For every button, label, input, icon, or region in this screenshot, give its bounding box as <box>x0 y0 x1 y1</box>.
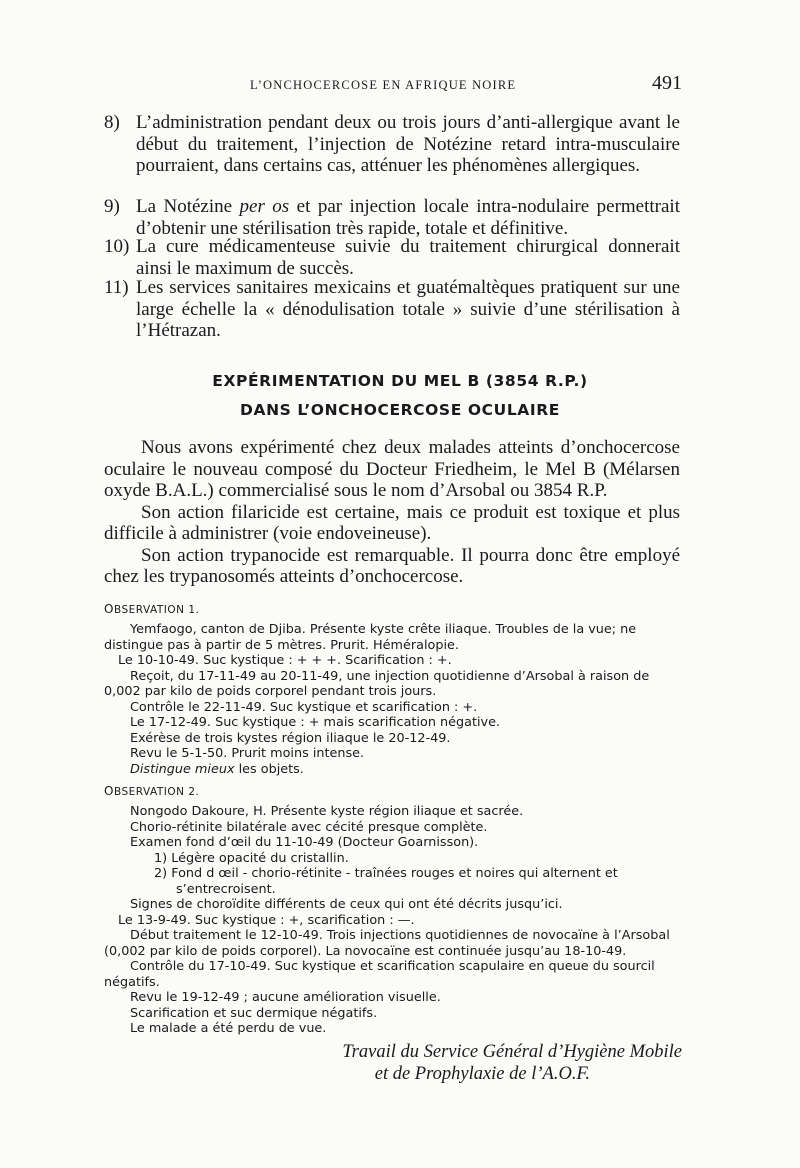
paragraph: Son action filaricide est certaine, mais ce produit est toxique et plus difficile à administrer (voie endoveineuse). <box>104 501 680 544</box>
text-line: (0,002 par kilo de poids corporel). La novocaïne est continuée jusqu’au 18-10-49. <box>104 943 627 959</box>
page-number: 491 <box>652 72 682 94</box>
conclusion-item <box>104 277 680 342</box>
observation-1-label: OBSERVATION 1. <box>104 602 200 616</box>
paragraph: Nous avons expérimenté chez deux malades atteints d’onchocercose oculaire le nouveau composé du Docteur Friedheim, le Mel B (Mélarsen oxyde B.A.L.) commercialisé sous le nom d’Arsobal ou 3854 R.P. <box>104 437 680 501</box>
item-text: La Notézine per os et par injection locale intra-nodulaire permettrait d’obtenir une stérilisation très rapide, totale et définitive. <box>136 196 680 239</box>
text-line: Le malade a été perdu de vue. <box>130 1021 327 1036</box>
italic-fragment: Distingue mieux <box>130 761 235 777</box>
text-line: s’entrecroisent. <box>176 881 276 897</box>
text-line: Examen fond d’œil du 11-10-49 (Docteur Goarnisson). <box>130 835 479 850</box>
text-line: Scarification et suc dermique négatifs. <box>130 1005 378 1021</box>
item-text: L’administration pendant deux ou trois jours d’anti-allergique avant le début du traitement, l’injection de Notézine retard intra-musculaire pourraient, dans certains cas, atténuer les phénomènes allergiques. <box>136 112 680 176</box>
section-heading-line-2: DANS L’ONCHOCERCOSE OCULAIRE <box>240 401 560 419</box>
text-line: Début traitement le 12-10-49. Trois injections quotidiennes de novocaïne à l’Arsobal <box>130 928 670 943</box>
conclusion-item <box>104 196 680 239</box>
text-line: Contrôle du 17-10-49. Suc kystique et scarification scapulaire en queue du sourcil <box>130 959 655 974</box>
section-heading-line-1: EXPÉRIMENTATION DU MEL B (3854 R.P.) <box>212 372 588 390</box>
text-line: Revu le 5-1-50. Prurit moins intense. <box>130 746 365 761</box>
credit-line-2: et de Prophylaxie de l’A.O.F. <box>374 1064 590 1084</box>
paragraph: Son action trypanocide est remarquable. Il pourra donc être employé chez les trypanosomés atteints d’onchocercose. <box>104 544 680 587</box>
section-body <box>104 437 680 588</box>
text-line: Nongodo Dakoure, H. Présente kyste région iliaque et sacrée. <box>130 804 524 819</box>
credit-signature <box>122 1041 682 1085</box>
text-line: Le 10-10-49. Suc kystique : + + +. Scarification : +. <box>118 653 452 668</box>
item-number: 8) <box>104 112 120 133</box>
item-number: 11) <box>104 277 129 298</box>
text-line: Reçoit, du 17-11-49 au 20-11-49, une injection quotidienne d’Arsobal à raison de <box>130 668 650 684</box>
running-title: L’ONCHOCERCOSE EN AFRIQUE NOIRE <box>250 78 517 92</box>
item-number: 10) <box>104 236 130 257</box>
text-line: négatifs. <box>104 974 160 990</box>
text-line: 2) Fond d œil - chorio-rétinite - traînées rouges et noires qui alternent et <box>154 866 618 881</box>
observation-2-label: OBSERVATION 2. <box>104 784 200 798</box>
conclusion-item <box>104 112 680 177</box>
text-line: Le 13-9-49. Suc kystique : +, scarification : —. <box>118 912 415 928</box>
text-line: 1) Légère opacité du cristallin. <box>154 850 349 866</box>
text-line: Yemfaogo, canton de Djiba. Présente kyste crête iliaque. Troubles de la vue; ne <box>130 622 637 637</box>
text-line: Signes de choroïdite différents de ceux qui ont été décrits jusqu’ici. <box>130 897 563 912</box>
text-line: Revu le 19-12-49 ; aucune amélioration visuelle. <box>130 990 441 1005</box>
italic-term: per os <box>239 196 290 217</box>
item-text: Les services sanitaires mexicains et guatémaltèques pratiquent sur une large échelle la « dénodulisation totale » suivie d’une stérilisation à l’Hétrazan. <box>136 277 680 341</box>
conclusion-item <box>104 236 680 279</box>
text-line: Le 17-12-49. Suc kystique : + mais scarification négative. <box>130 715 501 730</box>
text-line: 0,002 par kilo de poids corporel pendant trois jours. <box>104 684 437 699</box>
item-text: La cure médicamenteuse suivie du traitement chirurgical donnerait ainsi le maximum de succès. <box>136 236 680 279</box>
text-line: Exérèse de trois kystes région iliaque le 20-12-49. <box>130 730 451 746</box>
text-line: Chorio-rétinite bilatérale avec cécité presque complète. <box>130 819 488 835</box>
observation-2-text <box>104 804 680 1037</box>
item-number: 9) <box>104 196 120 217</box>
text-line: Distingue mieux les objets. <box>130 761 304 777</box>
text-line: Contrôle le 22-11-49. Suc kystique et scarification : +. <box>130 699 478 715</box>
credit-line-1: Travail du Service Général d’Hygiène Mobile <box>342 1042 682 1062</box>
text-line: distingue pas à partir de 5 mètres. Prurit. Héméralopie. <box>104 637 460 653</box>
observation-1-text <box>104 622 680 777</box>
